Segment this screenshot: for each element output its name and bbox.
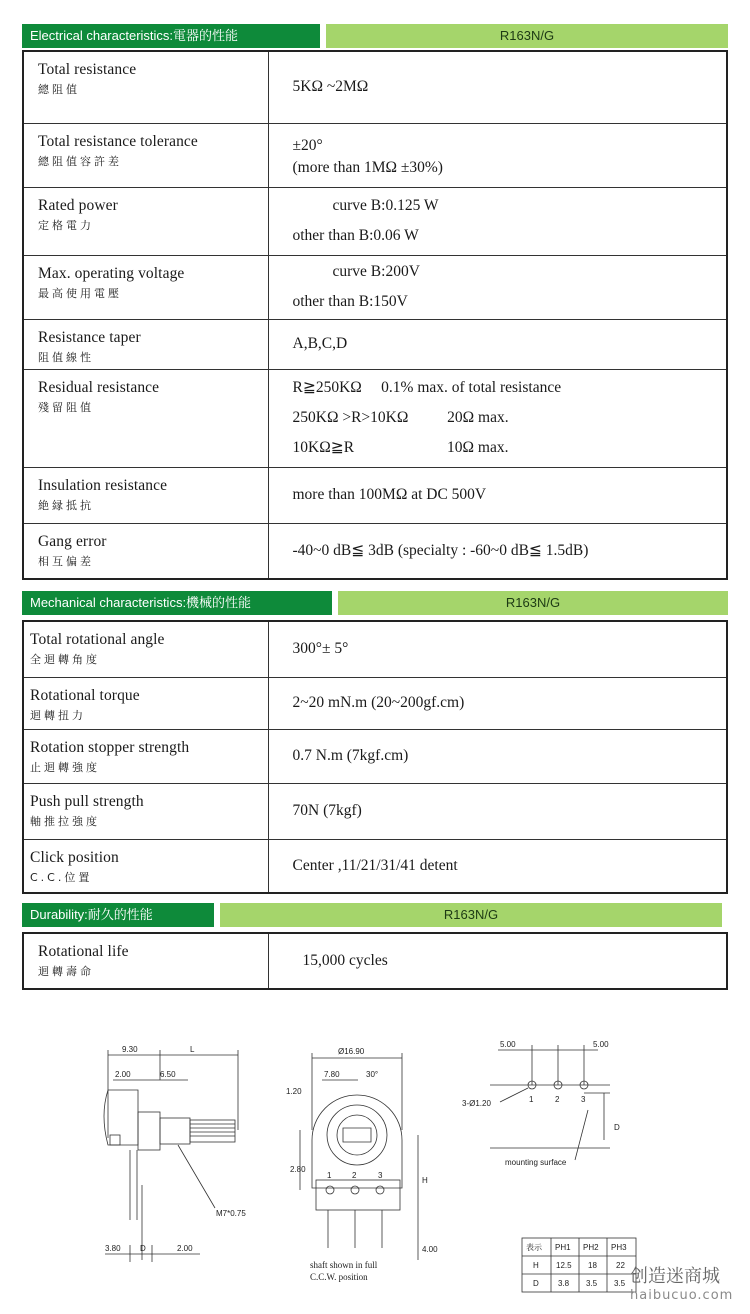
dim-pcb-left: 5.00: [500, 1040, 516, 1049]
row-value: 300°± 5°: [292, 640, 349, 658]
table-header: PH2: [583, 1243, 599, 1252]
pcb-pin-1: 1: [529, 1095, 534, 1104]
table-row: [23, 123, 727, 187]
watermark: [630, 1262, 733, 1303]
dim-side-d: D: [140, 1244, 146, 1253]
row-label: Insulation resistance 絶縁抵抗: [23, 467, 268, 523]
row-value: 15,000 cycles: [302, 952, 388, 969]
dim-pcb-holes: 3-Ø1.20: [462, 1099, 491, 1108]
table-row: [23, 677, 727, 729]
row-label: Rotation stopper strength 止迴轉強度: [23, 729, 268, 783]
table-row: [23, 51, 727, 123]
table-cell: 3.5: [614, 1279, 626, 1288]
dim-pcb-d: D: [614, 1123, 620, 1132]
row-label: Total resistance tolerance 總阻值容許差: [23, 123, 268, 187]
row-value: Center ,11/21/31/41 detent: [268, 839, 727, 893]
table-cell: 22: [616, 1261, 625, 1270]
row-value: 70N (7kgf): [268, 783, 727, 839]
front-pin-2: 2: [352, 1171, 357, 1180]
row-label: Total rotational angle 全迴轉角度: [23, 621, 268, 677]
durability-title: Durability:耐久的性能: [22, 903, 214, 927]
table-cell: 12.5: [556, 1261, 572, 1270]
table-row: [23, 729, 727, 783]
dim-side-l: L: [190, 1045, 195, 1054]
row-label: Max. operating voltage 最高使用電壓: [23, 255, 268, 319]
dim-side-650: 6.50: [160, 1070, 176, 1079]
row-value: curve B:200V other than B:150V: [268, 255, 727, 319]
table-header: 表示: [526, 1243, 542, 1252]
table-cell: H: [533, 1261, 539, 1270]
table-row: [23, 933, 727, 989]
dim-side-thread: M7*0.75: [216, 1209, 246, 1218]
dim-side-930: 9.30: [122, 1045, 138, 1054]
front-pin-1: 1: [327, 1171, 332, 1180]
row-label: Total resistance 總阻值: [23, 51, 268, 123]
front-view: [300, 1053, 418, 1260]
durability-model: R163N/G: [220, 903, 722, 927]
front-pin-3: 3: [378, 1171, 383, 1180]
row-label: Resistance taper 阻值線性: [23, 319, 268, 369]
row-value: A,B,C,D: [268, 319, 727, 369]
dim-front-400: 4.00: [422, 1245, 438, 1254]
table-cell: D: [533, 1279, 539, 1288]
pcb-pin-3: 3: [581, 1095, 586, 1104]
table-row: [23, 783, 727, 839]
row-label: Gang error 相互偏差: [23, 523, 268, 579]
row-value: -40~0 dB≦ 3dB (specialty : -60~0 dB≦ 1.5dB): [268, 523, 727, 579]
dim-side-200b: 2.00: [177, 1244, 193, 1253]
table-row: [23, 621, 727, 677]
table-row: [23, 369, 727, 467]
electrical-model: R163N/G: [326, 24, 728, 48]
dim-front-780: 7.80: [324, 1070, 340, 1079]
table-row: [23, 255, 727, 319]
row-label: Rotational torque 迴轉扭力: [23, 677, 268, 729]
table-row: [23, 319, 727, 369]
dim-pcb-right: 5.00: [593, 1040, 609, 1049]
side-view: [104, 1050, 238, 1262]
table-row: [23, 187, 727, 255]
dim-front-280: 2.80: [290, 1165, 306, 1174]
row-value: 0.7 N.m (7kgf.cm): [268, 729, 727, 783]
table-row: [23, 467, 727, 523]
row-label: Rotational life 迴轉壽命: [23, 933, 268, 989]
dim-front-120: 1.20: [286, 1087, 302, 1096]
table-cell: 18: [588, 1261, 597, 1270]
row-value: curve B:0.125 W other than B:0.06 W: [268, 187, 727, 255]
row-value: 2~20 mN.m (20~200gf.cm): [268, 677, 727, 729]
table-cell: 3.8: [558, 1279, 570, 1288]
table-row: [23, 523, 727, 579]
pcb-caption: mounting surface: [505, 1158, 567, 1167]
dim-front-dia: Ø16.90: [338, 1047, 365, 1056]
dim-front-h: H: [422, 1176, 428, 1185]
row-label: Click position C.C.位置: [23, 839, 268, 893]
row-value: R≧250KΩ 0.1% max. of total resistance 250KΩ >R>10KΩ 20Ω max. 10KΩ≧R 10Ω max.: [268, 369, 727, 467]
mechanical-header: [22, 591, 728, 615]
watermark-sub: haibucuo.com: [630, 1288, 734, 1303]
table-header: PH1: [555, 1243, 571, 1252]
front-caption-2: C.C.W. position: [310, 1272, 368, 1282]
dim-front-angle: 30°: [366, 1070, 379, 1079]
mechanical-table: [22, 620, 728, 894]
row-value: ±20° (more than 1MΩ ±30%): [268, 123, 727, 187]
row-label: Residual resistance 殘留阻值: [23, 369, 268, 467]
electrical-table: [22, 50, 728, 580]
durability-header: [22, 903, 722, 927]
front-caption-1: shaft shown in full: [310, 1260, 378, 1270]
durability-table: [22, 932, 728, 990]
dim-side-200: 2.00: [115, 1070, 131, 1079]
row-label: Push pull strength 軸推拉強度: [23, 783, 268, 839]
table-cell: 3.5: [586, 1279, 598, 1288]
row-label: Rated power 定格電力: [23, 187, 268, 255]
electrical-header: [22, 24, 728, 48]
electrical-title: Electrical characteristics:電器的性能: [22, 24, 320, 48]
table-row: [23, 839, 727, 893]
row-value: more than 100MΩ at DC 500V: [268, 467, 727, 523]
watermark-main: 创造迷商城: [630, 1266, 720, 1287]
dim-side-380: 3.80: [105, 1244, 121, 1253]
mechanical-model: R163N/G: [338, 591, 728, 615]
mechanical-title: Mechanical characteristics:機械的性能: [22, 591, 332, 615]
table-header: PH3: [611, 1243, 627, 1252]
pcb-layout: [490, 1045, 610, 1160]
pcb-pin-2: 2: [555, 1095, 560, 1104]
row-value: 5KΩ ~2MΩ: [292, 78, 369, 96]
